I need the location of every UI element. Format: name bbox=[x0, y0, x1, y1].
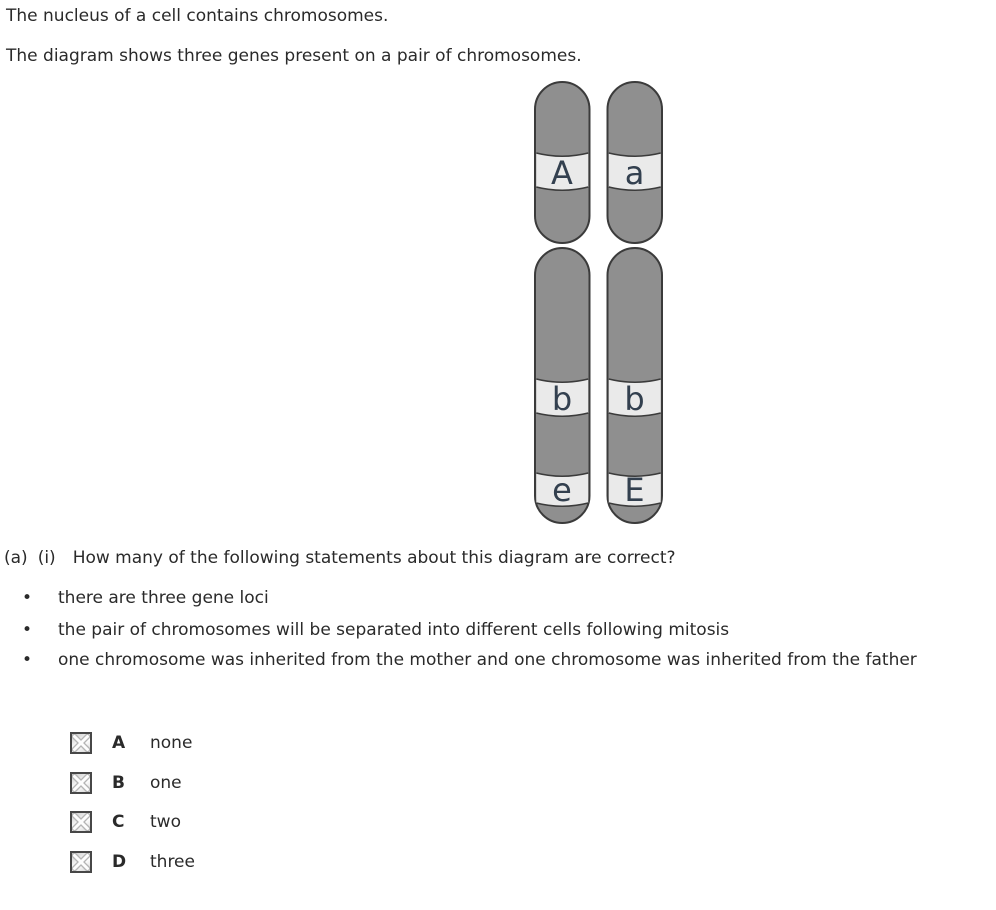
option-checkbox-a[interactable] bbox=[70, 732, 92, 754]
gene-label: b bbox=[624, 380, 645, 418]
statement-row bbox=[22, 650, 917, 670]
option-label: one bbox=[150, 773, 182, 793]
intro-line-1: The nucleus of a cell contains chromosomes. bbox=[6, 6, 389, 26]
gene-label: E bbox=[624, 471, 645, 509]
gene-label: a bbox=[624, 154, 645, 192]
option-letter: C bbox=[112, 812, 125, 832]
option-row-d bbox=[70, 851, 195, 873]
option-letter: B bbox=[112, 773, 125, 793]
statement-row bbox=[22, 620, 729, 640]
chromosome-diagram bbox=[500, 70, 720, 540]
option-checkbox-d[interactable] bbox=[70, 851, 92, 873]
option-checkbox-c[interactable] bbox=[70, 811, 92, 833]
chromosome-pair-figure bbox=[500, 70, 720, 540]
option-checkbox-b[interactable] bbox=[70, 772, 92, 794]
gene-label: e bbox=[552, 471, 572, 509]
checkbox-x-icon bbox=[72, 774, 90, 792]
gene-label: A bbox=[551, 154, 573, 192]
question-prompt-row bbox=[4, 548, 676, 568]
statement-text: one chromosome was inherited from the mother and one chromosome was inherited from the father bbox=[58, 650, 917, 670]
chromosome-left bbox=[535, 82, 590, 523]
option-row-c bbox=[70, 811, 181, 833]
question-prompt: How many of the following statements about this diagram are correct? bbox=[72, 548, 676, 568]
option-letter: D bbox=[112, 852, 127, 872]
checkbox-x-icon bbox=[72, 813, 90, 831]
bullet-marker: • bbox=[22, 588, 33, 608]
bullet-marker: • bbox=[22, 650, 33, 670]
gene-label: b bbox=[551, 380, 573, 418]
checkbox-x-icon bbox=[72, 734, 90, 752]
question-sub-label: (i) bbox=[37, 548, 56, 568]
statement-text: the pair of chromosomes will be separated into different cells following mitosis bbox=[58, 620, 730, 640]
statement-text: there are three gene loci bbox=[58, 588, 269, 608]
option-letter: A bbox=[112, 733, 126, 753]
option-label: none bbox=[150, 733, 193, 753]
checkbox-x-icon bbox=[72, 853, 90, 871]
option-row-a bbox=[70, 732, 192, 754]
statement-row bbox=[22, 588, 269, 608]
option-label: two bbox=[150, 812, 181, 832]
intro-line-2: The diagram shows three genes present on a pair of chromosomes. bbox=[6, 46, 582, 66]
question-part-label: (a) bbox=[4, 548, 28, 568]
option-label: three bbox=[150, 852, 195, 872]
chromosome-right bbox=[608, 82, 663, 523]
bullet-marker: • bbox=[22, 620, 33, 640]
option-row-b bbox=[70, 772, 182, 794]
